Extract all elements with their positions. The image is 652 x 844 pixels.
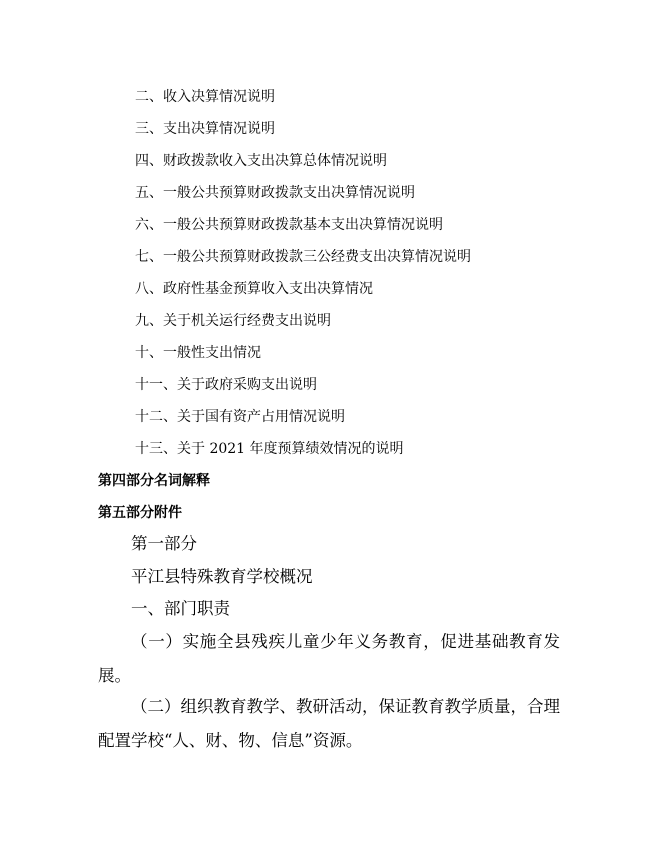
duty-paragraph-1: （一）实施全县残疾儿童少年义务教育，促进基础教育发展。: [98, 632, 560, 685]
toc-item-4: 四、财政拨款收入支出决算总体情况说明: [135, 153, 387, 169]
toc-item-7: 七、一般公共预算财政拨款三公经费支出决算情况说明: [135, 249, 471, 265]
toc-item-5: 五、一般公共预算财政拨款支出决算情况说明: [135, 185, 415, 201]
section-one-title: 一、部门职责: [131, 599, 230, 618]
toc-item-11: 十一、关于政府采购支出说明: [135, 377, 317, 393]
toc-item-6: 六、一般公共预算财政拨款基本支出决算情况说明: [135, 217, 443, 233]
toc-item-2: 二、收入决算情况说明: [135, 89, 275, 105]
toc-item-10: 十、一般性支出情况: [135, 345, 261, 361]
part-one-title: 第一部分: [131, 534, 197, 553]
school-overview-title: 平江县特殊教育学校概况: [131, 567, 313, 586]
toc-item-13: 十三、关于 2021 年度预算绩效情况的说明: [135, 441, 404, 457]
toc-item-12: 十二、关于国有资产占用情况说明: [135, 409, 345, 425]
duty-paragraph-2: （二）组织教育教学、教研活动，保证教育教学质量，合理配置学校“人、财、物、信息”资源。: [98, 697, 560, 750]
part-five-heading: 第五部分附件: [98, 505, 182, 521]
toc-item-9: 九、关于机关运行经费支出说明: [135, 313, 331, 329]
toc-item-3: 三、支出决算情况说明: [135, 121, 275, 137]
part-four-heading: 第四部分名词解释: [98, 473, 210, 489]
toc-item-8: 八、政府性基金预算收入支出决算情况: [135, 281, 373, 297]
